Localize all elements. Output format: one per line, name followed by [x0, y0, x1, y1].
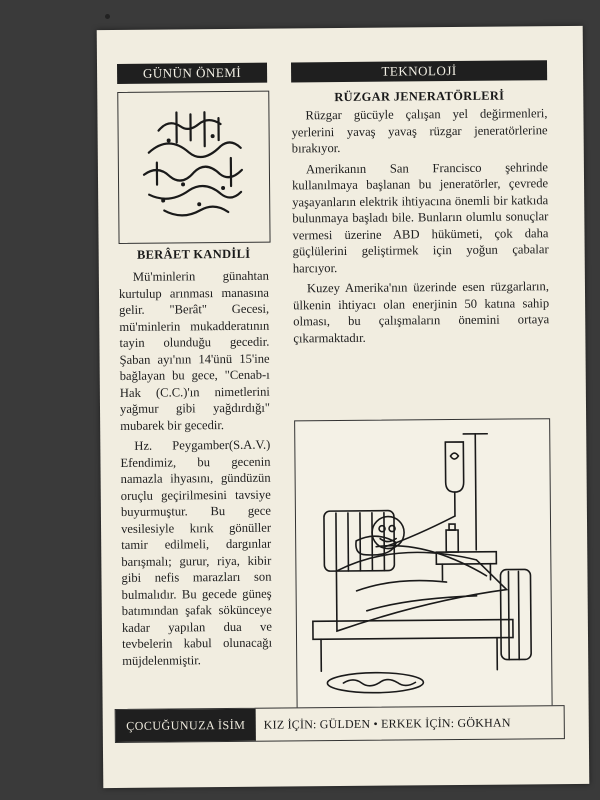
hospital-bed-cartoon [295, 419, 552, 711]
article-body-ruzgar [291, 105, 549, 346]
section-header-teknoloji: TEKNOLOJİ [291, 60, 547, 82]
newspaper-clipping [97, 26, 590, 788]
cartoon-illustration [294, 418, 553, 712]
section-header-gunun-onemi: GÜNÜN ÖNEMİ [117, 63, 267, 84]
name-suggestion-bar [115, 705, 565, 743]
calligraphy-box [117, 91, 270, 244]
paragraph: Mü'minlerin günahtan kurtulup arınması manasına gelir. "Berât" Gecesi, mü'minlerin mukadderatının tayin olunduğu gecedir. Şaban ayı'nın 14'ünü 15'ine bağlayan bu gece, "Cenab-ı Hak (C.C.)'ın nimetlerini yağmur gibi yağdırdığı" mubarek bir gecedir. [118, 268, 271, 433]
left-column [117, 63, 273, 668]
paragraph: Rüzgar gücüyle çalışan yel değirmenleri, yerlerini yavaş yavaş rüzgar jeneratörlerine bırakıyor. [291, 106, 548, 156]
article-body-beraet [119, 268, 272, 669]
arabic-calligraphy-icon [118, 92, 269, 243]
article-title-ruzgar: RÜZGAR JENERATÖRLERİ [334, 88, 505, 105]
paragraph: Amerikanın San Francisco şehrinde kullanılmaya başlanan bu jeneratörler, çevrede yaşayanların elektrik ihtiyacına önemli bir katkıda bulunmaya başladı bile. Bunların olumlu sonuçlar vermesi üzerine ABD hükümeti, çok daha güçlülerini geliştirmek için yoğun çabalar harcıyor. [292, 159, 549, 275]
footer-names: KIZ İÇİN: GÜLDEN • ERKEK İÇİN: GÖKHAN [263, 715, 511, 732]
footer-label: ÇOCUĞUNUZA İSİM [116, 709, 256, 742]
right-column [291, 60, 550, 345]
punch-dot [105, 14, 110, 19]
article-title-beraet: BERÂET KANDİLİ [136, 246, 251, 262]
paragraph: Kuzey Amerika'nın üzerinde esen rüzgarların, ülkenin ihtiyacı olan enerjinin 50 katına sahip olması, bu çalışmaların önemini ortaya çıkarmaktadır. [293, 279, 550, 345]
paragraph: Hz. Peygamber(S.A.V.) Efendimiz, bu gecenin namazla ihyasını, gündüzün oruçlu geçirilmesini tavsiye buyurmuştur. Bu gece vesilesiyle kırık gönüller tamir edilmeli, dargınlar barışmalı; gurur, riya, kibir gibi nefis marazları son bulmalıdır. Bu gecede güneş batımından şafak sökünceye kadar yapılan dua ve tevbelerin kabul olunacağı müjdelenmiştir. [120, 437, 273, 668]
